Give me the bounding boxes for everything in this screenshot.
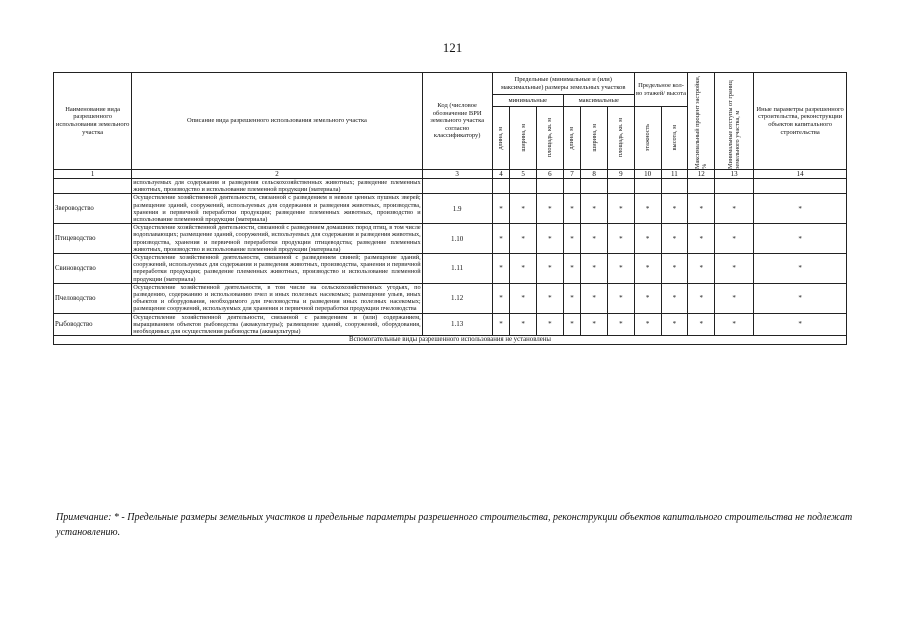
- use-name: Звероводство: [54, 194, 132, 224]
- mark: *: [492, 254, 510, 284]
- mark: *: [688, 283, 715, 313]
- use-code: 1.10: [422, 224, 492, 254]
- column-number: 11: [661, 170, 688, 179]
- header-max-length-cell: [563, 107, 581, 170]
- mark: *: [634, 254, 661, 284]
- mark: *: [492, 194, 510, 224]
- mark: *: [536, 194, 563, 224]
- header-name: Наименование вида разрешенного использования земельного участка: [54, 73, 132, 170]
- mark: *: [563, 313, 581, 336]
- column-number: 2: [132, 170, 422, 179]
- header-max-area-cell: [607, 107, 634, 170]
- column-number: 4: [492, 170, 510, 179]
- header-min-width: ширина, м: [519, 124, 527, 152]
- mark: *: [510, 254, 537, 284]
- mark: *: [607, 283, 634, 313]
- mark: *: [754, 224, 847, 254]
- header-max-width: ширина, м: [590, 124, 598, 152]
- mark: *: [563, 194, 581, 224]
- use-code: 1.9: [422, 194, 492, 224]
- mark: *: [688, 194, 715, 224]
- column-number: 14: [754, 170, 847, 179]
- column-number: 5: [510, 170, 537, 179]
- header-min-length: длина, м: [497, 126, 505, 150]
- mark: *: [715, 224, 754, 254]
- use-name: Птицеводство: [54, 224, 132, 254]
- mark: *: [536, 283, 563, 313]
- continued-row: [54, 179, 847, 194]
- mark: *: [634, 224, 661, 254]
- column-number: 10: [634, 170, 661, 179]
- header-max-percent-cell: [688, 73, 715, 170]
- mark: *: [715, 283, 754, 313]
- mark: *: [688, 224, 715, 254]
- mark: *: [661, 194, 688, 224]
- mark: *: [607, 224, 634, 254]
- column-number-row: [54, 170, 847, 179]
- mark: *: [536, 224, 563, 254]
- header-maximal: максимальные: [563, 95, 634, 107]
- column-number: 9: [607, 170, 634, 179]
- mark: *: [536, 254, 563, 284]
- mark: *: [607, 254, 634, 284]
- mark: *: [754, 194, 847, 224]
- header-min-width-cell: [510, 107, 537, 170]
- use-code: 1.13: [422, 313, 492, 336]
- use-description: Осуществление хозяйственной деятельности, в том числе на сельскохозяйственных угодьях, по разведению, содержанию и использованию пчел и иных полезных насекомых; размещение ульев, иных объектов и оборудования, необходимого для пчеловодства и разведения иных полезных насекомых; размещение сооружений, используемых для хранения и первичной переработки продукции пчеловодства: [133, 283, 421, 313]
- mark: *: [581, 254, 608, 284]
- table-row: [54, 194, 847, 224]
- mark: *: [634, 283, 661, 313]
- mark: *: [715, 254, 754, 284]
- use-description: Осуществление хозяйственной деятельности, связанной с разведением свиней; размещение зданий, сооружений, используемых для содержания и разведения животных, производства, хранения и первичной переработки продукции; разведение племенных животных, производство и использование племенной продукции (материала): [133, 254, 421, 283]
- mark: *: [492, 224, 510, 254]
- header-floors-cell: [634, 107, 661, 170]
- header-other-params: Иные параметры разрешенного строительства, реконструкции объектов капитального строительства: [754, 73, 847, 170]
- use-code: 1.12: [422, 283, 492, 313]
- table-row: [54, 254, 847, 284]
- mark: *: [688, 254, 715, 284]
- mark: *: [563, 224, 581, 254]
- use-code: 1.11: [422, 254, 492, 284]
- use-name: Свиноводство: [54, 254, 132, 284]
- mark: *: [754, 313, 847, 336]
- table-row: [54, 283, 847, 313]
- mark: *: [607, 194, 634, 224]
- mark: *: [634, 194, 661, 224]
- mark: *: [510, 224, 537, 254]
- mark: *: [492, 283, 510, 313]
- mark: *: [754, 283, 847, 313]
- header-min-area: площадь, кв. м: [546, 118, 554, 158]
- table-note: Примечание: * - Предельные размеры земельных участков и предельные параметры разрешенного строительства, реконструкции объектов капитального строительства не подлежат установлению.: [56, 512, 853, 538]
- mark: *: [510, 313, 537, 336]
- mark: *: [661, 224, 688, 254]
- header-max-length: длина, м: [568, 126, 576, 150]
- mark: *: [715, 194, 754, 224]
- mark: *: [581, 224, 608, 254]
- header-min-setbacks: Минимальные отступы от границ земельного участка, м: [727, 79, 742, 169]
- mark: *: [661, 283, 688, 313]
- column-number: 3: [422, 170, 492, 179]
- header-limits-group: Предельные (минимальные и (или) максимальные) размеры земельных участков: [492, 73, 634, 95]
- header-code: Код (числовое обозначение ВРИ земельного участка согласно классификатору): [422, 73, 492, 170]
- use-description: Осуществление хозяйственной деятельности, связанной с разведением и (или) содержанием, выращиванием объектов рыбоводства (аквакультуры); размещение зданий, сооружений, оборудования, необходимых для осуществления рыбоводства (аквакультуры): [133, 313, 421, 336]
- table-row: [54, 313, 847, 336]
- header-min-setbacks-cell: [715, 73, 754, 170]
- mark: *: [563, 283, 581, 313]
- continued-name-cell: [54, 179, 132, 194]
- mark: *: [661, 313, 688, 336]
- land-use-table: [53, 72, 847, 345]
- mark: *: [581, 313, 608, 336]
- header-floors-group: Предельное кол-во этажей/ высота: [634, 73, 688, 107]
- header-minimal: минимальные: [492, 95, 563, 107]
- column-number: 13: [715, 170, 754, 179]
- use-description: Осуществление хозяйственной деятельности, связанной с разведением домашних пород птиц, в том числе водоплавающих; размещение зданий, сооружений, используемых для содержания и разведения животных, производства, хранения и первичной переработки продукции птицеводства; разведение племенных животных, производство и использование племенной продукции (материала): [133, 224, 421, 253]
- mark: *: [688, 313, 715, 336]
- header-min-length-cell: [492, 107, 510, 170]
- mark: *: [754, 254, 847, 284]
- mark: *: [563, 254, 581, 284]
- mark: *: [715, 313, 754, 336]
- mark: *: [510, 194, 537, 224]
- mark: *: [607, 313, 634, 336]
- mark: *: [492, 313, 510, 336]
- continued-description: используемых для содержания и разведения сельскохозяйственных животных; разведение племенных животных, производство и использование племенной продукции (материала): [133, 179, 421, 194]
- header-description: Описание вида разрешенного использования земельного участка: [132, 73, 422, 170]
- header-max-area: площадь, кв. м: [617, 118, 625, 158]
- header-max-width-cell: [581, 107, 608, 170]
- use-name: Пчеловодство: [54, 283, 132, 313]
- mark: *: [510, 283, 537, 313]
- use-description: Осуществление хозяйственной деятельности, связанной с разведением в неволе ценных пушных зверей; размещение зданий, сооружений, используемых для содержания и разведения животных, производства, хранения и первичной переработки продукции; разведение племенных животных, производство и использование племенной продукции (материала): [133, 194, 421, 224]
- use-name: Рыбоводство: [54, 313, 132, 336]
- page-number: 121: [442, 40, 463, 55]
- mark: *: [581, 194, 608, 224]
- auxiliary-uses-note: Вспомогательные виды разрешенного использования не установлены: [54, 336, 847, 345]
- auxiliary-row: [54, 336, 847, 345]
- column-number: 6: [536, 170, 563, 179]
- header-height-cell: [661, 107, 688, 170]
- column-number: 8: [581, 170, 608, 179]
- header-height: высота, м: [670, 125, 678, 151]
- column-number: 1: [54, 170, 132, 179]
- column-number: 7: [563, 170, 581, 179]
- column-number: 12: [688, 170, 715, 179]
- mark: *: [581, 283, 608, 313]
- table-row: [54, 224, 847, 254]
- header-min-area-cell: [536, 107, 563, 170]
- mark: *: [634, 313, 661, 336]
- header-max-percent: Максимальный процент застройки, %: [694, 75, 709, 169]
- header-floors: этажность: [644, 124, 652, 152]
- mark: *: [536, 313, 563, 336]
- mark: *: [661, 254, 688, 284]
